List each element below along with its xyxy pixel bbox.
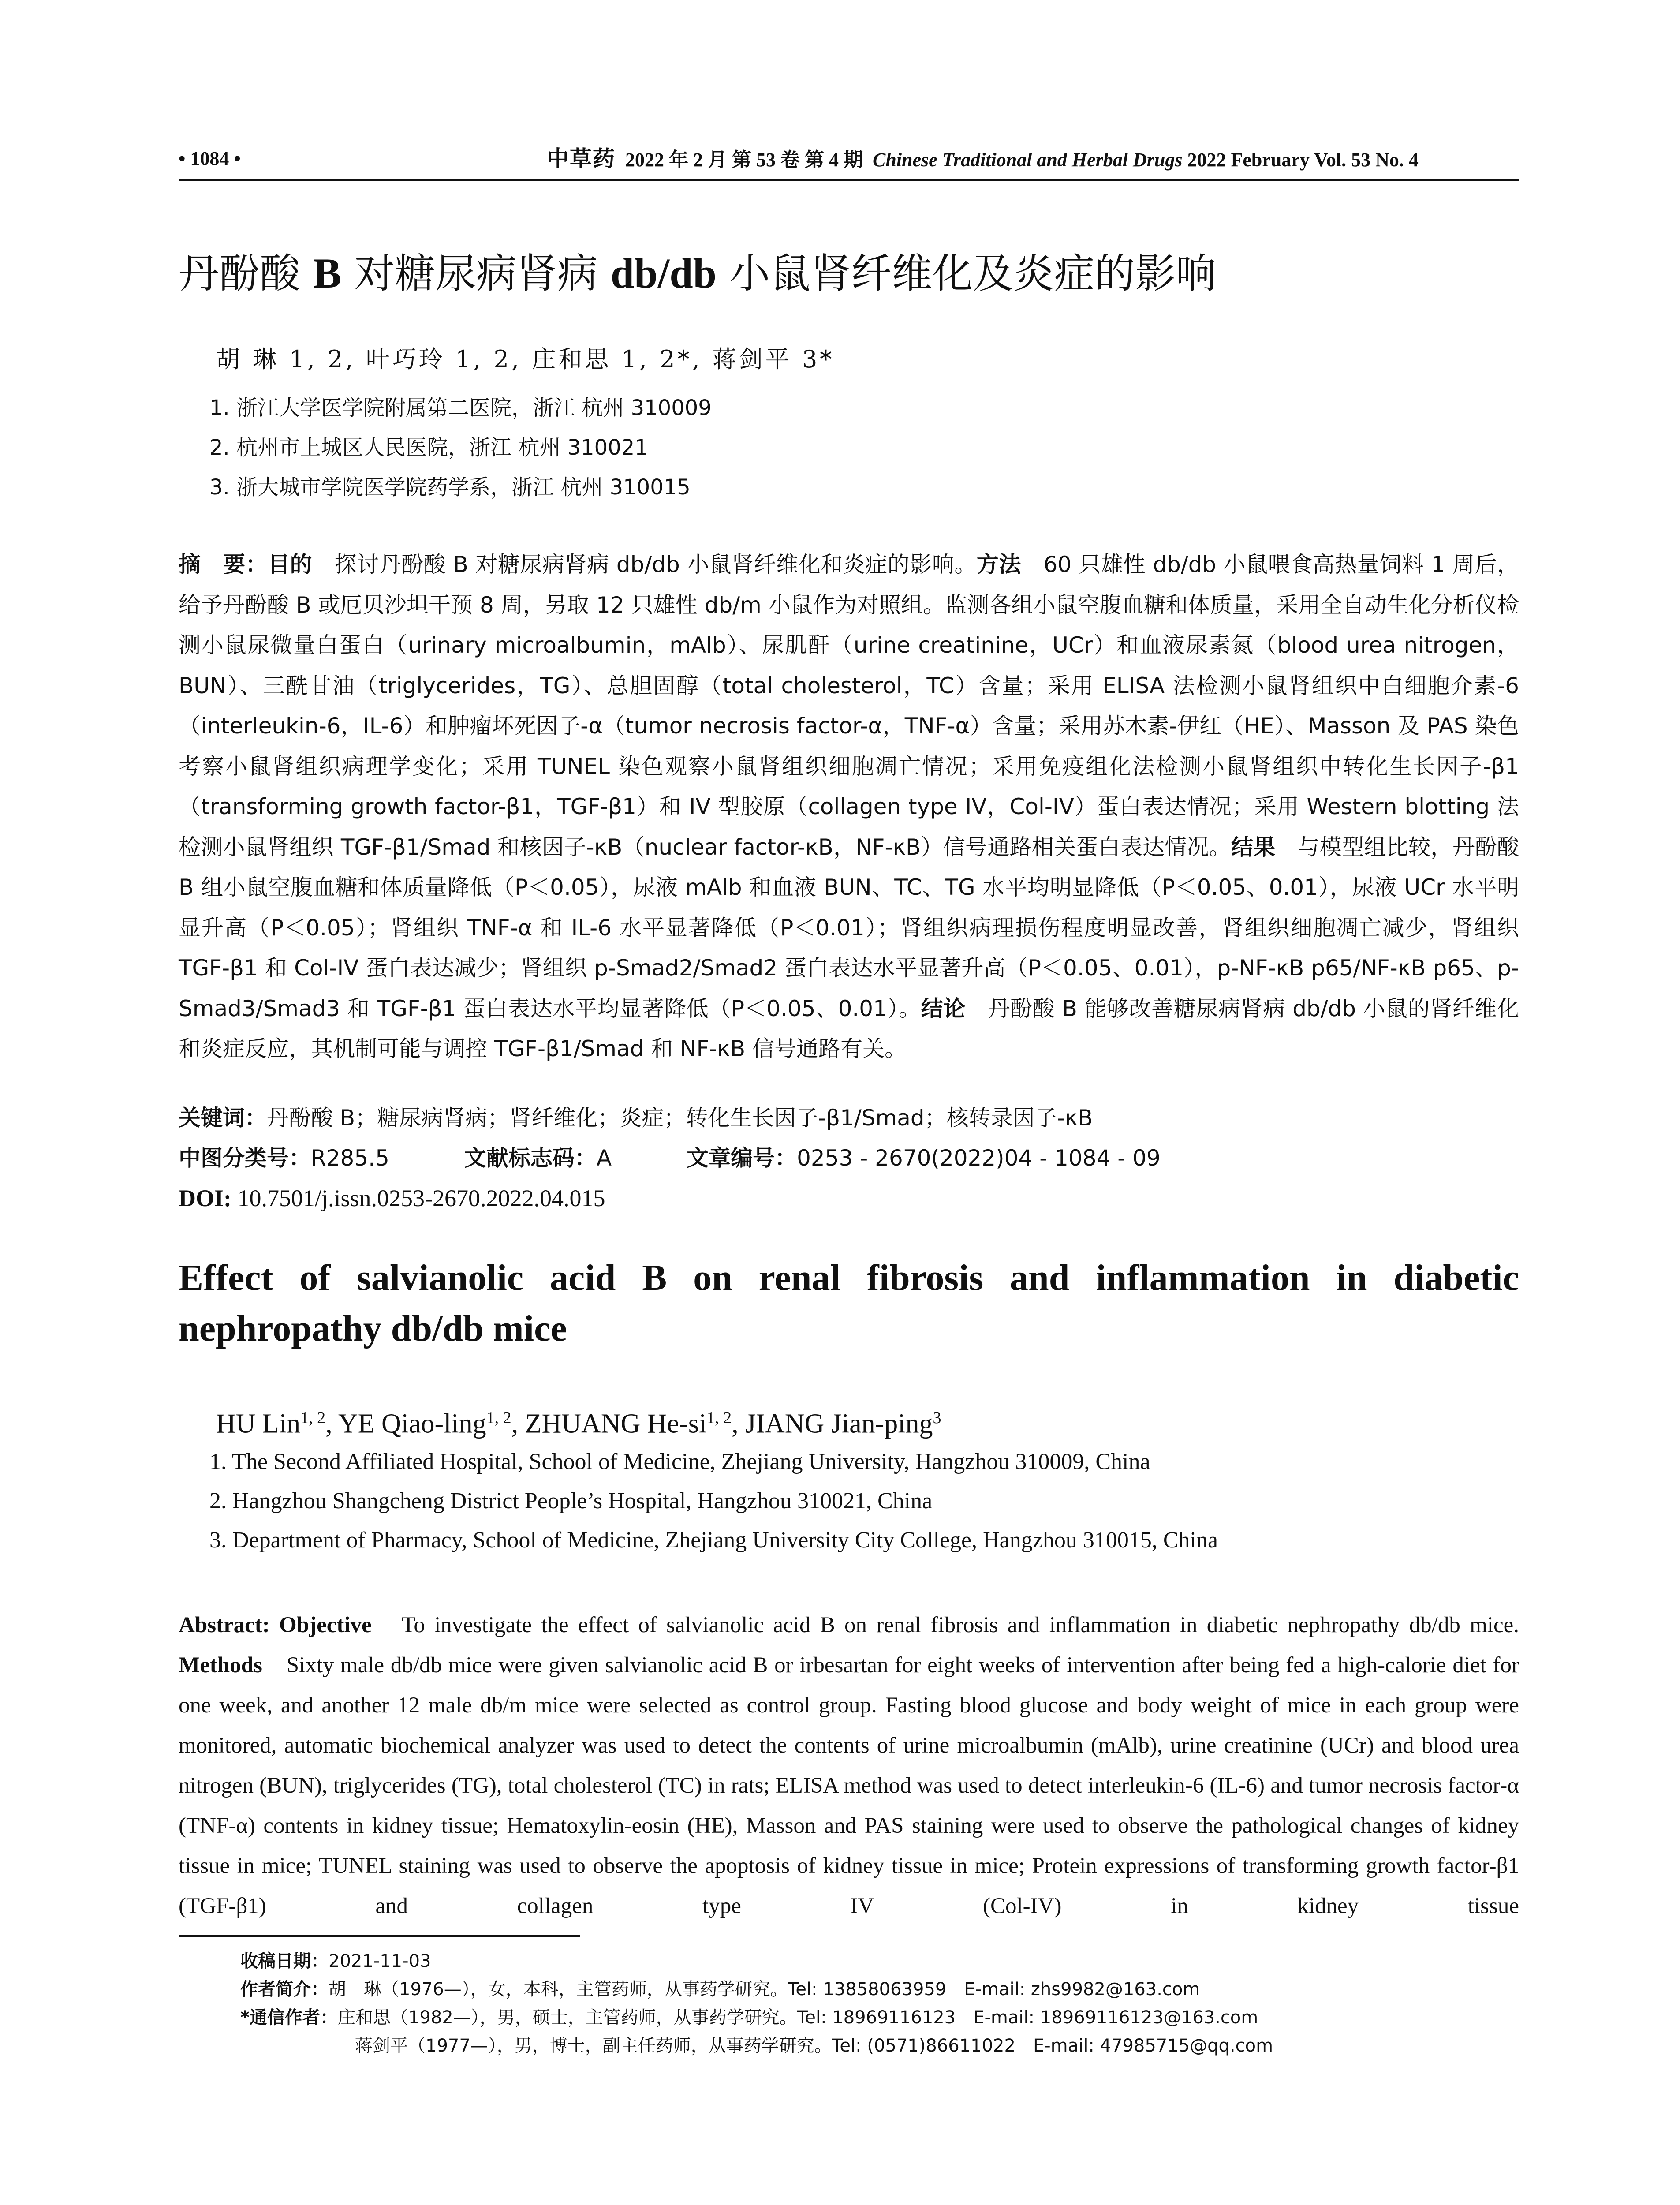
affiliation-item: 1. The Second Affiliated Hospital, School of Medicine, Zhejiang University, Hangzhou 310009, China — [209, 1449, 1150, 1474]
abstract-objective-label: Abstract: Objective — [179, 1613, 372, 1637]
methods-text: 60 只雄性 db/db 小鼠喂食高热量饲料 1 周后，给予丹酚酸 B 或厄贝沙坦干预 8 周，另取 12 只雄性 db/m 小鼠作为对照组。监测各组小鼠空腹血糖和体质量，采用全自动生化分析仪检测小鼠尿微量白蛋白（urinary microalbumin，mAlb）、尿肌酐（urine creatinine，UCr）和血液尿素氮（blood urea nitrogen，BUN）、三酰甘油（triglycerides，TG）、总胆固醇（total cholesterol，TC）含量；采用 ELISA 法检测小鼠肾组织中白细胞介素-6（interleukin-6，IL-6）和肿瘤坏死因子-α（tumor necrosis factor-α，TNF-α）含量；采用苏木素-伊红（HE）、Masson 及 PAS 染色考察小鼠肾组织病理学变化；采用 TUNEL 染色观察小鼠肾组织细胞凋亡情况；采用免疫组化法检测小鼠肾组织中转化生长因子-β1（transforming growth factor-β1，TGF-β1）和 IV 型胶原（collagen type IV，Col-IV）蛋白表达情况；采用 Western blotting 法检测小鼠肾组织 TGF-β1/Smad 和核因子-κB（nuclear factor-κB，NF-κB）信号通路相关蛋白表达情况。 — [179, 552, 1519, 860]
affiliation-item: 3. 浙大城市学院医学院药学系，浙江 杭州 310015 — [209, 475, 691, 500]
clc-number: R285.5 — [311, 1145, 389, 1171]
page-number: • 1084 • — [179, 148, 241, 169]
document-code: A — [596, 1145, 612, 1171]
chinese-abstract — [179, 545, 1519, 1069]
conclusion-label: 结论 — [921, 995, 966, 1021]
keywords-row: 关键词：丹酚酸 B；糖尿病肾病；肾纤维化；炎症；转化生长因子-β1/Smad；核转录因子-κB — [179, 1105, 1093, 1131]
journal-info — [547, 143, 1419, 176]
issue-en: 2022 February Vol. 53 No. 4 — [1187, 149, 1419, 171]
affiliation-item: 2. Hangzhou Shangcheng District People’s Hospital, Hangzhou 310021, China — [209, 1488, 933, 1514]
chinese-title: 丹酚酸 B 对糖尿病肾病 db/db 小鼠肾纤维化及炎症的影响 — [179, 250, 1217, 297]
objective-text: 探讨丹酚酸 B 对糖尿病肾病 db/db 小鼠肾纤维化和炎症的影响。 — [312, 552, 977, 577]
affiliation-item: 2. 杭州市上城区人民医院，浙江 杭州 310021 — [209, 435, 648, 460]
affiliation-item: 3. Department of Pharmacy, School of Medicine, Zhejiang University City College, Hangzhou 310015, China — [209, 1528, 1218, 1553]
running-header — [179, 143, 1519, 181]
english-authors: HU Lin$^{1, 2}$, YE Qiao-ling$^{1, 2}$, ZHUANG He-si$^{1, 2}$, JIANG Jian-ping$^3$ — [216, 1409, 941, 1439]
methods-text: Sixty male db/db mice were given salvianolic acid B or irbesartan for eight weeks of intervention after being fed a high-calorie diet for one week, and another 12 male db/m mice were selected as control group. Fasting blood glucose and body weight of mice in each group were monitored, automatic biochemical analyzer was used to detect the contents of urine microalbumin (mAlb), urine creatinine (UCr) and blood urea nitrogen (BUN), triglycerides (TG), total cholesterol (TC) in rats; ELISA method was used to detect interleukin-6 (IL-6) and tumor necrosis factor-α (TNF-α) contents in kidney tissue; Hematoxylin-eosin (HE), Masson and PAS staining were used to observe the pathological changes of kidney tissue in mice; TUNEL staining was used to observe the apoptosis of kidney tissue in mice; Protein expressions of transforming growth factor-β1 (TGF-β1) and collagen type IV (Col-IV) in kidney tissue — [179, 1653, 1519, 1918]
doi-row: DOI: 10.7501/j.issn.0253-2670.2022.04.015 — [179, 1185, 605, 1211]
journal-name-en: Chinese Traditional and Herbal Drugs — [873, 149, 1183, 171]
received-date: 收稿日期：2021-11-03 — [240, 1951, 431, 1971]
corresponding-author: *通信作者：庄和思（1982—），男，硕士，主管药师，从事药学研究。Tel: 18969116123 E-mail: 18969116123@163.com — [240, 2007, 1258, 2028]
objective-label: 目的 — [268, 552, 313, 577]
corresponding-author: 蒋剑平（1977—），男，博士，副主任药师，从事药学研究。Tel: (0571)86611022 E-mail: 47985715@qq.com — [355, 2036, 1273, 2056]
results-label: 结果 — [1231, 834, 1276, 860]
objective-text: To investigate the effect of salvianolic acid B on renal fibrosis and inflammation in diabetic nephropathy db/db mice. — [371, 1613, 1519, 1637]
chinese-metadata — [179, 1098, 1519, 1219]
issue-cn: 2022 年 2 月 第 53 卷 第 4 期 — [625, 149, 863, 171]
results-text: 与模型组比较，丹酚酸 B 组小鼠空腹血糖和体质量降低（P＜0.05），尿液 mAlb 和血液 BUN、TC、TG 水平均明显降低（P＜0.05、0.01），尿液 UCr 水平明显升高（P＜0.05）；肾组织 TNF-α 和 IL-6 水平显著降低（P＜0.01）；肾组织病理损伤程度明显改善，肾组织细胞凋亡减少，肾组织 TGF-β1 和 Col-IV 蛋白表达减少；肾组织 p-Smad2/Smad2 蛋白表达水平显著升高（P＜0.05、0.01），p-NF-κB p65/NF-κB p65、p-Smad3/Smad3 和 TGF-β1 蛋白表达水平均显著降低（P＜0.05、0.01）。 — [179, 834, 1519, 1021]
chinese-affiliations — [209, 388, 1532, 507]
journal-name-cn: 中草药 — [547, 146, 616, 171]
author-introduction: 作者简介：胡 琳（1976—），女，本科，主管药师，从事药学研究。Tel: 13858063959 E-mail: zhs9982@163.com — [240, 1979, 1200, 1999]
conclusion-text: 丹酚酸 B 能够改善糖尿病肾病 db/db 小鼠的肾纤维化和炎症反应，其机制可能与调控 TGF-β1/Smad 和 NF-κB 信号通路有关。 — [179, 995, 1519, 1061]
affiliation-item: 1. 浙江大学医学院附属第二医院，浙江 杭州 310009 — [209, 396, 712, 420]
chinese-authors: 胡 琳 1, 2, 叶巧玲 1, 2, 庄和思 1, 2*, 蒋剑平 3* — [216, 345, 835, 373]
article-number: 0253 - 2670(2022)04 - 1084 - 09 — [797, 1145, 1161, 1171]
doi: 10.7501/j.issn.0253-2670.2022.04.015 — [231, 1185, 605, 1211]
footnotes — [240, 1947, 1519, 2060]
footnote-divider — [179, 1935, 580, 1937]
abstract-label: 摘 要： — [179, 552, 268, 577]
english-affiliations — [209, 1442, 1532, 1560]
methods-label: 方法 — [976, 552, 1021, 577]
methods-label: Methods — [179, 1653, 262, 1678]
classification-row: 中图分类号：R285.5 文献标志码：A 文章编号：0253 - 2670(2022)04 - 1084 - 09 — [179, 1145, 1161, 1171]
keywords: 丹酚酸 B；糖尿病肾病；肾纤维化；炎症；转化生长因子-β1/Smad；核转录因子-κB — [267, 1105, 1093, 1131]
english-title: Effect of salvianolic acid B on renal fibrosis and inflammation in diabetic nephropathy db/db mice — [179, 1257, 1519, 1349]
english-abstract — [179, 1605, 1519, 1926]
